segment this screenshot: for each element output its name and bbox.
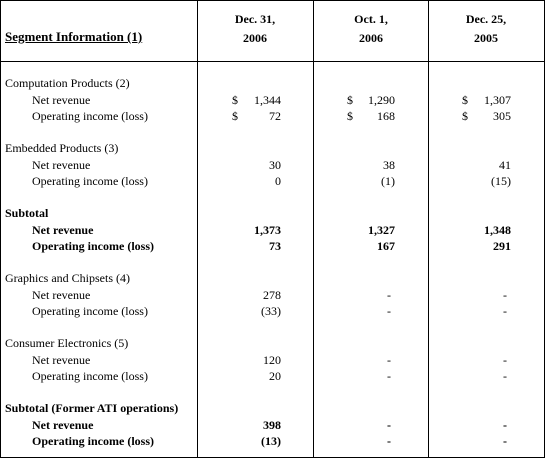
cell-value: 305	[493, 109, 511, 123]
section-label: Consumer Electronics (5)	[5, 336, 129, 350]
cell-value: 41	[499, 158, 511, 172]
cell-value: 1,373	[254, 223, 281, 237]
cell-value: -	[503, 304, 507, 318]
section-label: Graphics and Chipsets (4)	[5, 271, 130, 285]
row-label: Operating income (loss)	[32, 434, 154, 448]
section-label: Computation Products (2)	[5, 76, 130, 90]
cell-value: 1,290	[368, 93, 395, 107]
header-divider	[1, 61, 544, 62]
cell-value: -	[387, 418, 391, 432]
cell-value: 167	[377, 239, 395, 253]
row-label: Operating income (loss)	[32, 174, 148, 188]
table-title: Segment Information (1)	[5, 29, 143, 44]
cell-value: -	[503, 434, 507, 448]
section-label: Subtotal	[5, 206, 49, 220]
cell-value: 120	[263, 353, 281, 367]
row-label: Net revenue	[32, 223, 94, 237]
cell-value: 1,327	[368, 223, 395, 237]
row-label: Operating income (loss)	[32, 239, 154, 253]
row-label: Operating income (loss)	[32, 369, 148, 383]
cell-value: 1,348	[484, 223, 511, 237]
cell-value: -	[503, 353, 507, 367]
cell-value: -	[387, 353, 391, 367]
cell-value: (33)	[261, 304, 281, 318]
cell-value: (1)	[381, 174, 395, 188]
cell-value: 1,344	[254, 93, 281, 107]
cell-value: 291	[493, 239, 511, 253]
column-header-dec-31-2006-line2: 2006	[243, 31, 267, 45]
cell-value: 278	[263, 288, 281, 302]
row-label: Net revenue	[32, 288, 91, 302]
row-label: Net revenue	[32, 353, 91, 367]
row-label: Net revenue	[32, 158, 91, 172]
row-label: Operating income (loss)	[32, 109, 148, 123]
row-label: Net revenue	[32, 418, 94, 432]
row-label: Operating income (loss)	[32, 304, 148, 318]
cell-value: 0	[275, 174, 281, 188]
currency-symbol: $	[232, 109, 238, 123]
column-divider	[313, 1, 314, 457]
currency-symbol: $	[232, 93, 238, 107]
column-divider	[197, 1, 198, 457]
cell-value: -	[503, 288, 507, 302]
cell-value: 73	[269, 239, 281, 253]
column-header-oct-1-2006-line2: 2006	[359, 31, 383, 45]
currency-symbol: $	[347, 93, 353, 107]
section-label: Subtotal (Former ATI operations)	[5, 401, 179, 415]
currency-symbol: $	[462, 109, 468, 123]
cell-value: -	[503, 418, 507, 432]
cell-value: 72	[269, 109, 281, 123]
cell-value: 20	[269, 369, 281, 383]
row-label: Net revenue	[32, 93, 91, 107]
cell-value: -	[503, 369, 507, 383]
column-header-dec-25-2005-line2: 2005	[474, 31, 498, 45]
cell-value: 1,307	[484, 93, 511, 107]
cell-value: (13)	[261, 434, 281, 448]
cell-value: -	[387, 369, 391, 383]
column-header-dec-31-2006-line1: Dec. 31,	[234, 12, 276, 26]
cell-value: -	[387, 434, 391, 448]
column-header-dec-25-2005-line1: Dec. 25,	[465, 12, 507, 26]
currency-symbol: $	[347, 109, 353, 123]
column-divider	[428, 1, 429, 457]
column-header-oct-1-2006-line1: Oct. 1,	[354, 12, 388, 26]
cell-value: 38	[383, 158, 395, 172]
cell-value: -	[387, 304, 391, 318]
cell-value: 398	[263, 418, 281, 432]
cell-value: (15)	[491, 174, 511, 188]
currency-symbol: $	[462, 93, 468, 107]
section-label: Embedded Products (3)	[5, 141, 119, 155]
cell-value: 168	[377, 109, 395, 123]
cell-value: -	[387, 288, 391, 302]
cell-value: 30	[269, 158, 281, 172]
